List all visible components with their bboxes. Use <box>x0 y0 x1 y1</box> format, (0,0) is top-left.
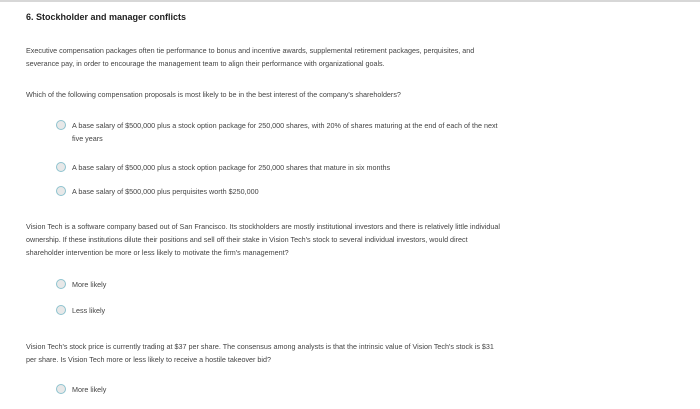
radio-button[interactable] <box>56 279 66 289</box>
top-divider <box>0 0 700 2</box>
q1-option-1[interactable] <box>56 119 632 145</box>
intro-paragraph <box>26 44 666 70</box>
intro-line-1: Executive compensation packages often tie performance to bonus and incentive awards, supplemental retirement packages, perquisites, and <box>26 46 475 55</box>
q1-option-2-label[interactable]: A base salary of $500,000 plus a stock option package for 250,000 shares that mature in six months <box>72 163 391 172</box>
q2-option-more-likely[interactable] <box>56 278 272 291</box>
q1-option-1-label[interactable] <box>72 119 632 145</box>
q3-line-2: per share. Is Vision Tech more or less likely to receive a hostile takeover bid? <box>26 355 272 364</box>
q2-option-less-likely-label[interactable]: Less likely <box>72 306 106 315</box>
q1-option-1-line-1: A base salary of $500,000 plus a stock option package for 250,000 shares, with 20% of shares maturing at the end of each of the next <box>72 121 498 130</box>
q3-option-more-likely-label[interactable]: More likely <box>72 385 107 394</box>
q1-option-1-line-2: five years <box>72 134 103 143</box>
intro-line-2: severance pay, in order to encourage the management team to align their performance with organizational goals. <box>26 59 385 68</box>
q1-option-2[interactable] <box>56 161 632 174</box>
q3-line-1: Vision Tech's stock price is currently trading at $37 per share. The consensus among analysts is that the intrinsic value of Vision Tech's stock is $31 <box>26 342 494 351</box>
question-3-paragraph <box>26 340 666 366</box>
scenario-line-2: ownership. If these institutions dilute their positions and sell off their stake in Vision Tech's stock to several individual investors, would direct <box>26 235 468 244</box>
question-1-text: Which of the following compensation proposals is most likely to be in the best interest of the company's shareholders? <box>26 90 401 99</box>
section-title: 6. Stockholder and manager conflicts <box>26 12 187 22</box>
radio-button[interactable] <box>56 305 66 315</box>
radio-button[interactable] <box>56 186 66 196</box>
scenario-line-1: Vision Tech is a software company based out of San Francisco. Its stockholders are mostly institutional investors and there is relatively little individual <box>26 222 500 231</box>
q2-option-more-likely-label[interactable]: More likely <box>72 280 107 289</box>
q1-option-3-label[interactable]: A base salary of $500,000 plus perquisites worth $250,000 <box>72 187 259 196</box>
radio-button[interactable] <box>56 384 66 394</box>
q3-option-more-likely[interactable] <box>56 383 272 396</box>
radio-button[interactable] <box>56 162 66 172</box>
scenario-paragraph <box>26 220 666 259</box>
radio-button[interactable] <box>56 120 66 130</box>
q1-option-3[interactable] <box>56 185 632 198</box>
scenario-line-3: shareholder intervention be more or less likely to motivate the firm's management? <box>26 248 289 257</box>
q2-option-less-likely[interactable] <box>56 304 272 317</box>
